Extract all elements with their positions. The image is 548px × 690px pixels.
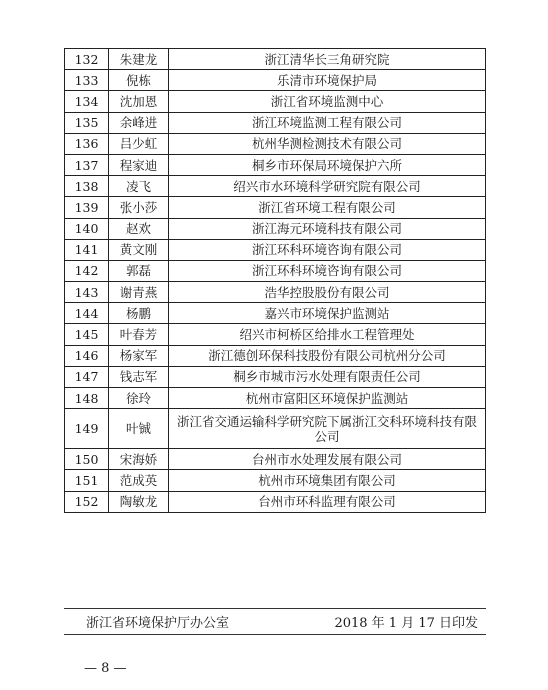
person-name-cell: 凌飞 bbox=[109, 176, 169, 197]
footer-bottom-rule bbox=[64, 634, 486, 635]
organization-cell: 桐乡市城市污水处理有限责任公司 bbox=[169, 366, 486, 387]
row-number-cell: 132 bbox=[65, 49, 109, 70]
row-number-cell: 140 bbox=[65, 218, 109, 239]
issuing-office: 浙江省环境保护厅办公室 bbox=[86, 616, 230, 631]
person-name-cell: 吕少虹 bbox=[109, 133, 169, 154]
row-number-cell: 142 bbox=[65, 260, 109, 281]
table-row bbox=[65, 491, 486, 512]
roster-table-body bbox=[65, 49, 486, 513]
table-row bbox=[65, 70, 486, 91]
person-name-cell: 赵欢 bbox=[109, 218, 169, 239]
footer-top-rule bbox=[64, 608, 486, 609]
person-name-cell: 朱建龙 bbox=[109, 49, 169, 70]
row-number-cell: 151 bbox=[65, 470, 109, 491]
row-number-cell: 136 bbox=[65, 133, 109, 154]
table-row bbox=[65, 324, 486, 345]
table-row bbox=[65, 409, 486, 449]
person-name-cell: 倪栋 bbox=[109, 70, 169, 91]
table-row bbox=[65, 197, 486, 218]
organization-cell: 绍兴市水环境科学研究院有限公司 bbox=[169, 176, 486, 197]
organization-cell: 台州市环科监理有限公司 bbox=[169, 491, 486, 512]
table-row bbox=[65, 388, 486, 409]
person-name-cell: 叶春芳 bbox=[109, 324, 169, 345]
row-number-cell: 138 bbox=[65, 176, 109, 197]
table-row bbox=[65, 176, 486, 197]
organization-cell: 浙江清华长三角研究院 bbox=[169, 49, 486, 70]
organization-cell: 浙江省环境工程有限公司 bbox=[169, 197, 486, 218]
row-number-cell: 143 bbox=[65, 282, 109, 303]
organization-cell: 桐乡市环保局环境保护六所 bbox=[169, 154, 486, 175]
organization-cell: 杭州华测检测技术有限公司 bbox=[169, 133, 486, 154]
table-row bbox=[65, 366, 486, 387]
row-number-cell: 134 bbox=[65, 91, 109, 112]
row-number-cell: 135 bbox=[65, 112, 109, 133]
person-name-cell: 谢青燕 bbox=[109, 282, 169, 303]
person-name-cell: 黄文刚 bbox=[109, 239, 169, 260]
row-number-cell: 148 bbox=[65, 388, 109, 409]
organization-cell: 浙江德创环保科技股份有限公司杭州分公司 bbox=[169, 345, 486, 366]
person-name-cell: 陶敏龙 bbox=[109, 491, 169, 512]
row-number-cell: 137 bbox=[65, 154, 109, 175]
organization-cell: 浩华控股股份有限公司 bbox=[169, 282, 486, 303]
person-name-cell: 余峰进 bbox=[109, 112, 169, 133]
issue-date: 2018 年 1 月 17 日印发 bbox=[334, 616, 478, 631]
person-name-cell: 徐玲 bbox=[109, 388, 169, 409]
table-row bbox=[65, 345, 486, 366]
table-row bbox=[65, 470, 486, 491]
person-name-cell: 程家迪 bbox=[109, 154, 169, 175]
organization-cell: 绍兴市柯桥区给排水工程管理处 bbox=[169, 324, 486, 345]
person-name-cell: 郭磊 bbox=[109, 260, 169, 281]
organization-cell: 浙江环境监测工程有限公司 bbox=[169, 112, 486, 133]
organization-cell: 杭州市环境集团有限公司 bbox=[169, 470, 486, 491]
table-row bbox=[65, 303, 486, 324]
row-number-cell: 146 bbox=[65, 345, 109, 366]
organization-cell: 浙江省环境监测中心 bbox=[169, 91, 486, 112]
person-name-cell: 杨家军 bbox=[109, 345, 169, 366]
table-row bbox=[65, 112, 486, 133]
person-name-cell: 张小莎 bbox=[109, 197, 169, 218]
row-number-cell: 145 bbox=[65, 324, 109, 345]
row-number-cell: 149 bbox=[65, 409, 109, 449]
person-name-cell: 宋海娇 bbox=[109, 449, 169, 470]
person-name-cell: 范成英 bbox=[109, 470, 169, 491]
table-row bbox=[65, 218, 486, 239]
table-row bbox=[65, 91, 486, 112]
table-row bbox=[65, 449, 486, 470]
person-name-cell: 钱志军 bbox=[109, 366, 169, 387]
table-row bbox=[65, 154, 486, 175]
organization-cell: 乐清市环境保护局 bbox=[169, 70, 486, 91]
row-number-cell: 152 bbox=[65, 491, 109, 512]
organization-cell: 台州市水处理发展有限公司 bbox=[169, 449, 486, 470]
row-number-cell: 144 bbox=[65, 303, 109, 324]
organization-cell: 嘉兴市环境保护监测站 bbox=[169, 303, 486, 324]
table-row bbox=[65, 133, 486, 154]
person-name-cell: 杨鹏 bbox=[109, 303, 169, 324]
table-row bbox=[65, 49, 486, 70]
roster-table bbox=[64, 48, 486, 513]
organization-cell: 浙江环科环境咨询有限公司 bbox=[169, 239, 486, 260]
row-number-cell: 133 bbox=[65, 70, 109, 91]
page-number: — 8 — bbox=[84, 661, 127, 676]
organization-cell: 浙江环科环境咨询有限公司 bbox=[169, 260, 486, 281]
person-name-cell: 叶铖 bbox=[109, 409, 169, 449]
table-row bbox=[65, 260, 486, 281]
row-number-cell: 147 bbox=[65, 366, 109, 387]
organization-cell: 浙江海元环境科技有限公司 bbox=[169, 218, 486, 239]
row-number-cell: 150 bbox=[65, 449, 109, 470]
organization-cell: 杭州市富阳区环境保护监测站 bbox=[169, 388, 486, 409]
row-number-cell: 141 bbox=[65, 239, 109, 260]
person-name-cell: 沈加恩 bbox=[109, 91, 169, 112]
table-row bbox=[65, 239, 486, 260]
organization-cell: 浙江省交通运输科学研究院下属浙江交科环境科技有限公司 bbox=[169, 409, 486, 449]
row-number-cell: 139 bbox=[65, 197, 109, 218]
table-row bbox=[65, 282, 486, 303]
